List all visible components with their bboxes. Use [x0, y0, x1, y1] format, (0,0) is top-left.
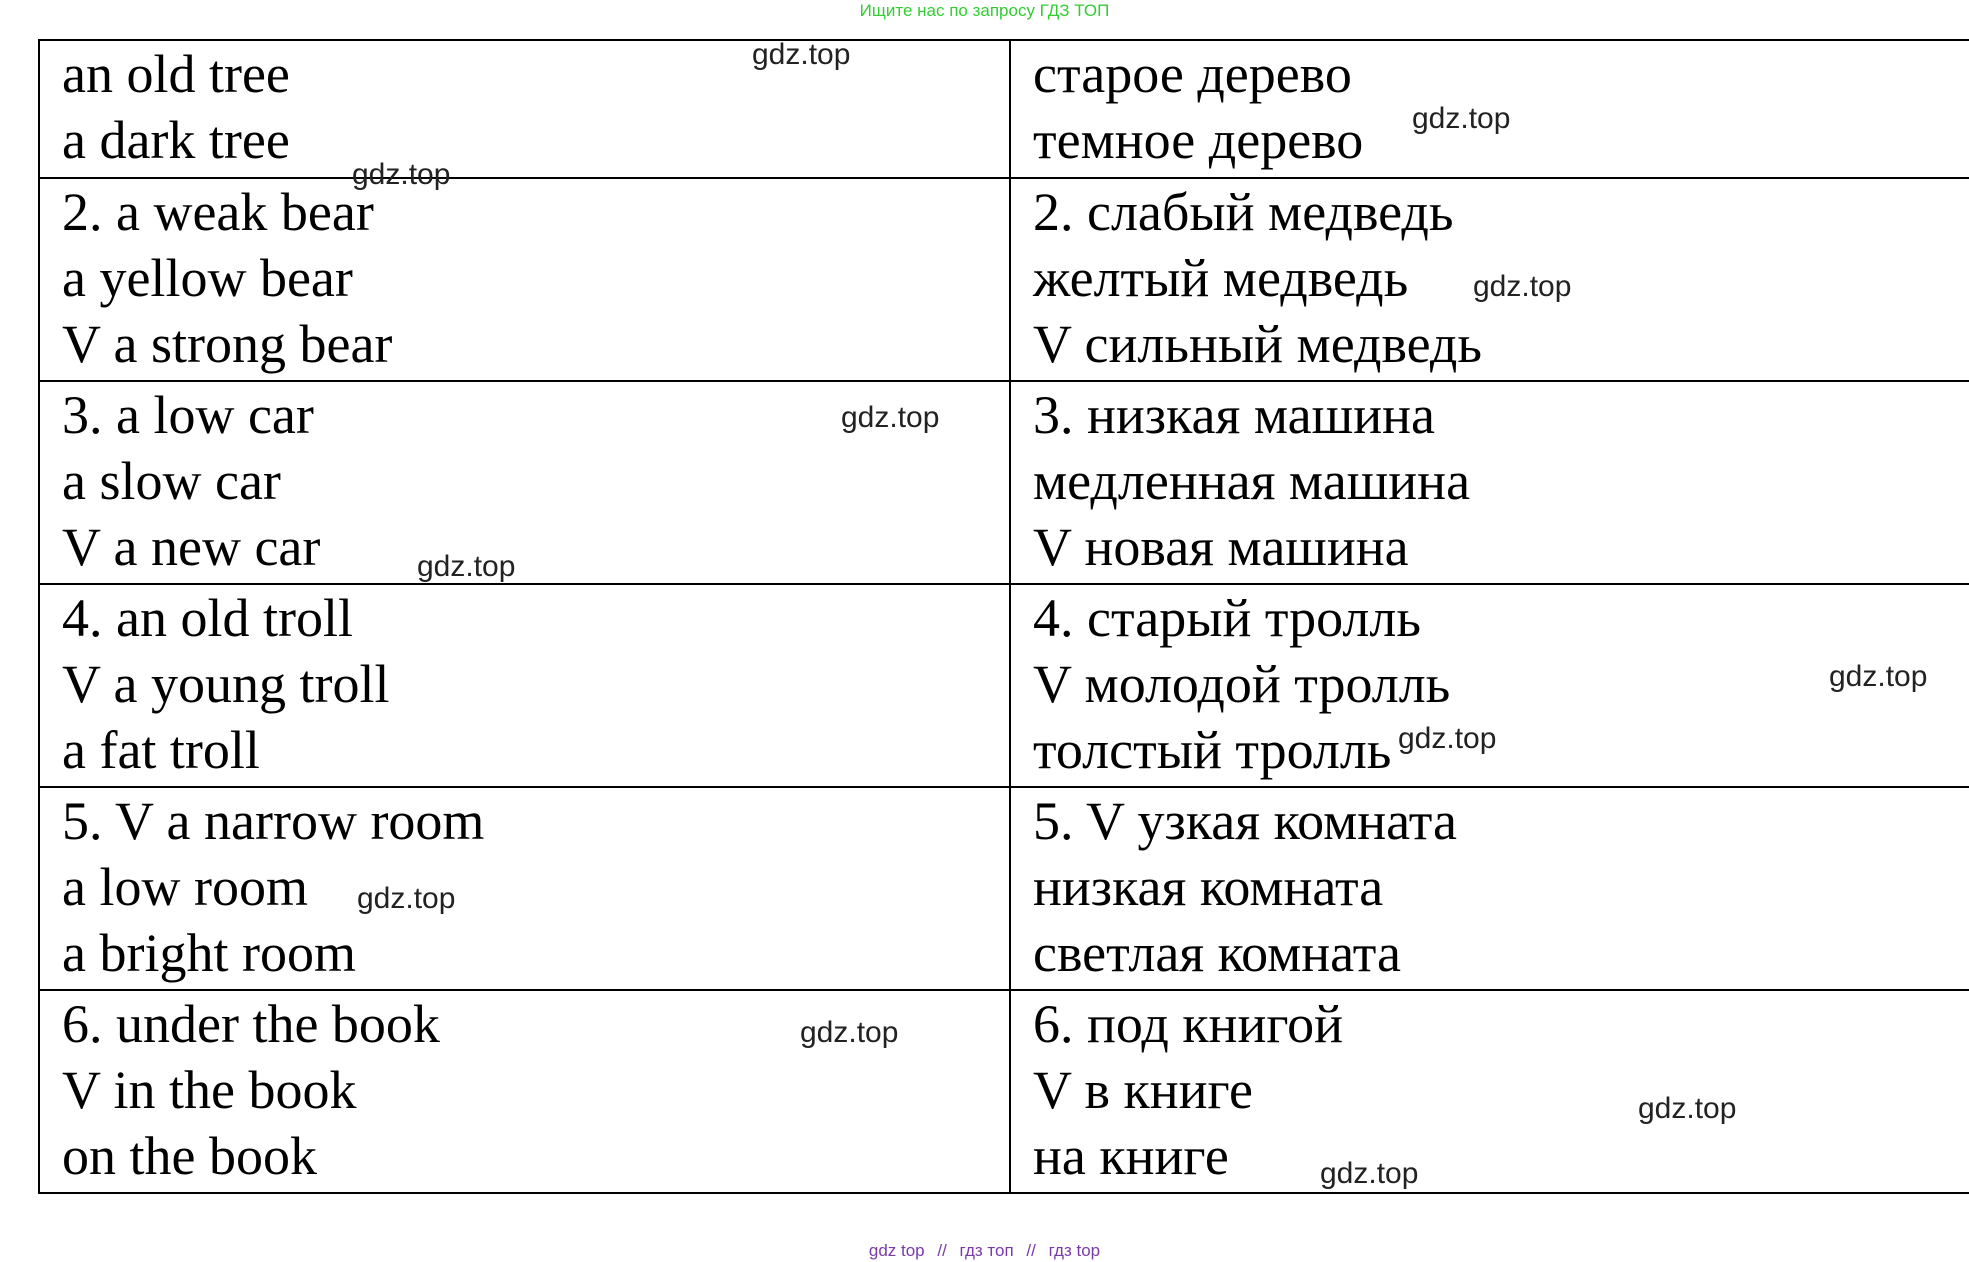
table-row — [39, 381, 1969, 584]
russian-phrase: низкая комната — [1033, 857, 1384, 917]
russian-phrase: 5. V узкая комната — [1033, 791, 1457, 851]
english-phrase: a slow car — [62, 451, 281, 511]
russian-phrase: толстый тролль — [1033, 720, 1392, 780]
russian-phrase: 6. под книгой — [1033, 994, 1344, 1054]
table-row — [39, 178, 1969, 381]
watermark: gdz.top — [1320, 1157, 1419, 1190]
footer-link[interactable]: gdz top — [868, 1241, 925, 1260]
english-phrase: a bright room — [62, 923, 356, 983]
english-phrase: a dark tree — [62, 110, 290, 170]
russian-phrase: 3. низкая машина — [1033, 385, 1435, 445]
english-phrase: V a young troll — [62, 654, 390, 714]
translation-table — [38, 39, 1969, 1194]
russian-cell — [1010, 787, 1969, 990]
english-cell — [39, 178, 1010, 381]
english-phrase: V a new car — [62, 517, 321, 577]
english-cell — [39, 787, 1010, 990]
table-row — [39, 584, 1969, 787]
watermark: gdz.top — [800, 1016, 899, 1049]
russian-phrase: 2. слабый медведь — [1033, 182, 1454, 242]
watermark: gdz.top — [352, 158, 451, 191]
watermark: gdz.top — [1638, 1092, 1737, 1125]
watermark: gdz.top — [1829, 660, 1928, 693]
table-row — [39, 787, 1969, 990]
english-phrase: a yellow bear — [62, 248, 353, 308]
watermark: gdz.top — [357, 882, 456, 915]
watermark: gdz.top — [752, 38, 851, 71]
english-phrase: 2. a weak bear — [62, 182, 374, 242]
english-phrase: a low room — [62, 857, 308, 917]
russian-cell — [1010, 584, 1969, 787]
russian-phrase: старое дерево — [1033, 44, 1352, 104]
english-phrase: 5. V a narrow room — [62, 791, 485, 851]
watermark: gdz.top — [417, 550, 516, 583]
footer-link[interactable]: гдз top — [1048, 1241, 1101, 1260]
footer-separator: // — [1026, 1241, 1036, 1260]
russian-phrase: светлая комната — [1033, 923, 1401, 983]
english-phrase: 6. under the book — [62, 994, 440, 1054]
russian-phrase: на книге — [1033, 1126, 1229, 1186]
watermark: gdz.top — [1398, 722, 1497, 755]
top-banner[interactable]: Ищите нас по запросу ГДЗ ТОП — [859, 1, 1110, 20]
footer-link[interactable]: гдз топ — [959, 1241, 1014, 1260]
table-row — [39, 40, 1969, 178]
russian-cell — [1010, 990, 1969, 1193]
english-phrase: 3. a low car — [62, 385, 314, 445]
russian-phrase: V в книге — [1033, 1060, 1253, 1120]
russian-phrase: 4. старый тролль — [1033, 588, 1421, 648]
english-phrase: on the book — [62, 1126, 317, 1186]
english-cell — [39, 584, 1010, 787]
english-phrase: V a strong bear — [62, 314, 393, 374]
english-phrase: a fat troll — [62, 720, 260, 780]
english-phrase: an old tree — [62, 44, 290, 104]
watermark: gdz.top — [1473, 270, 1572, 303]
russian-phrase: V сильный медведь — [1033, 314, 1482, 374]
english-cell — [39, 40, 1010, 178]
footer-separator: // — [937, 1241, 947, 1260]
russian-phrase: темное дерево — [1033, 110, 1364, 170]
russian-phrase: медленная машина — [1033, 451, 1471, 511]
russian-cell — [1010, 381, 1969, 584]
footer-links — [0, 1240, 1969, 1262]
russian-phrase: V новая машина — [1033, 517, 1409, 577]
english-phrase: 4. an old troll — [62, 588, 353, 648]
watermark: gdz.top — [1412, 102, 1511, 135]
watermark: gdz.top — [841, 401, 940, 434]
english-phrase: V in the book — [62, 1060, 357, 1120]
russian-phrase: желтый медведь — [1033, 248, 1409, 308]
russian-phrase: V молодой тролль — [1033, 654, 1451, 714]
